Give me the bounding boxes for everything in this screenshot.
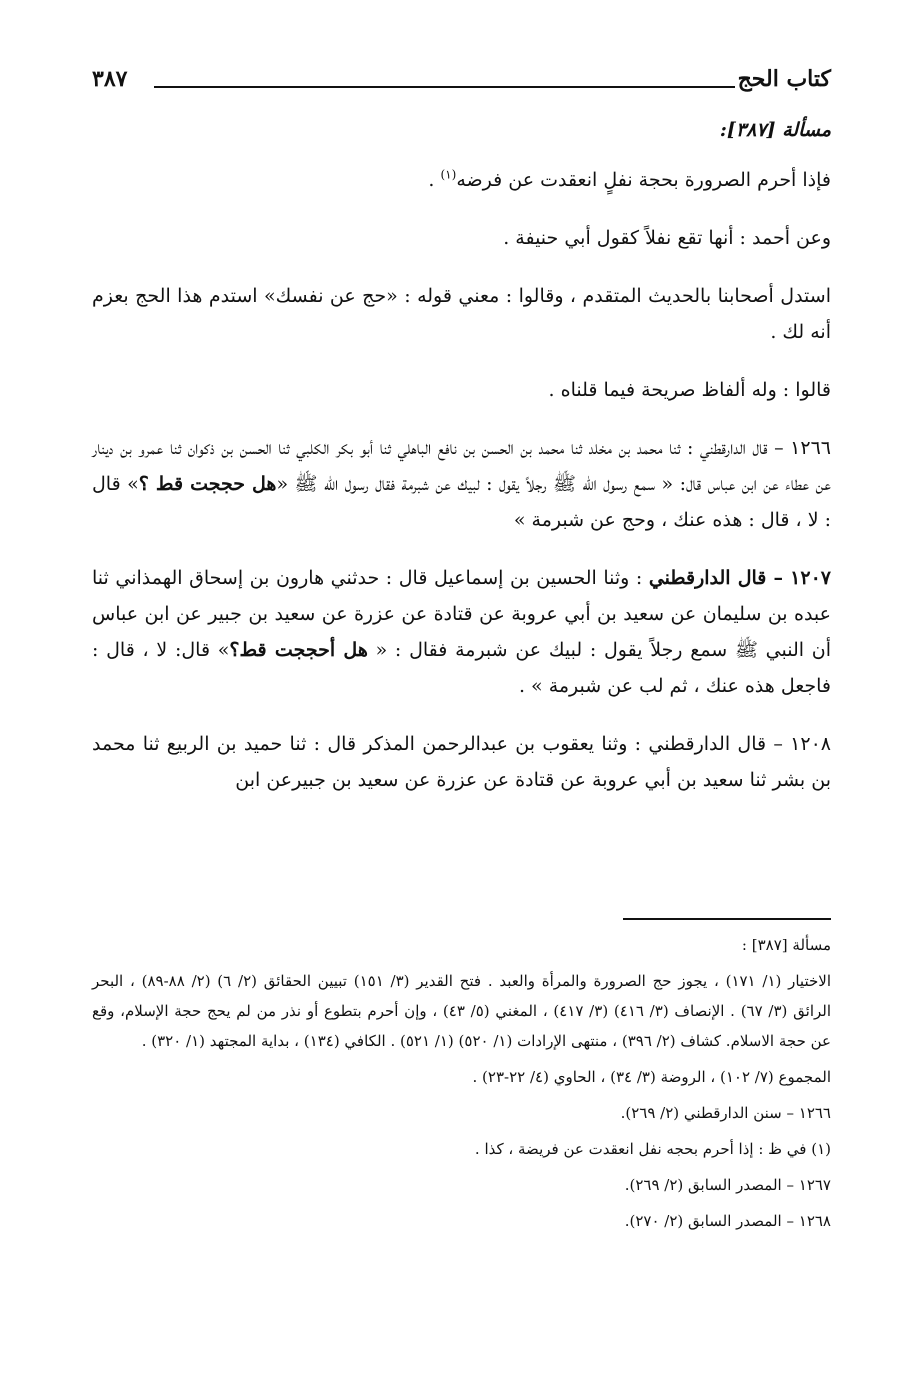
paragraph-1-text: فإذا أحرم الصرورة بحجة نفلٍ انعقدت عن فرضه [456,169,831,191]
hadith-1266-quote: هل حججت قط ؟ [138,473,277,495]
hadith-1207-text: : وثنا الحسين بن إسماعيل قال : حدثني هارون بن إسحاق الهمذاني ثنا عبده بن سليمان عن سعيد بن أبي عروبة عن قتادة عن عزرة عن سعيد بن جبير عن ابن عباس أن النبي ﷺ سمع رجلاً يقول : لبيك عن شبرمة فقال : « [92,567,831,661]
paragraph-2: وعن أحمد : أنها تقع نفلاً كقول أبي حنيفة . [503,227,831,249]
footnote-rule [623,918,831,920]
hadith-1266-text: ١٢٦٦ – قال الدارقطني : ثنا محمد بن مخلد ثنا محمد بن الحسن بن نافع الباهلي ثنا أبو بكر الكلبي ثنا الحسن بن ذكوان ثنا عمرو بن دينار عن عطاء عن ابن عباس قال: « سمع رسول الله ﷺ رجلاً يقول : لبيك عن شبرمة فقال رسول الله ﷺ « [92,437,832,495]
running-header [92,62,831,102]
footnote-references-2: المجموع (٧/ ١٠٢) ، الروضة (٣/ ٣٤) ، الحاوي (٤/ ٢٢-٢٣) . [472,1068,831,1086]
paragraph-1 [92,162,831,198]
hadith-1207-quote: هل أحججت قط؟ [229,639,368,661]
paragraph-3: استدل أصحابنا بالحديث المتقدم ، وقالوا : معني قوله : «حج عن نفسك» استدم هذا الحج بعزم أنه لك . [92,285,831,343]
hadith-1266 [92,430,831,538]
page-number: ٣٨٧ [92,66,128,92]
hadith-1207 [92,560,831,704]
header-rule [154,86,735,88]
hadith-1207-heading: ١٢٠٧ – قال الدارقطني [648,567,831,589]
hadith-1207-end: » قال: لا ، قال : فاجعل هذه عنك ، ثم لب عن شبرمة » . [92,639,831,697]
footnote-1266: ١٢٦٦ – سنن الدارقطني (٢/ ٢٦٩). [620,1104,831,1122]
footnote-1: (١) في ظ : إذا أحرم بحجه نفل انعقدت عن فريضة ، كذا . [474,1140,831,1158]
footnote-1267: ١٢٦٧ – المصدر السابق (٢/ ٢٦٩). [624,1176,831,1194]
main-text [92,112,831,820]
footnote-ref-1: (١) [440,167,457,182]
hadith-1266-end: » قال : لا ، قال : هذه عنك ، وحج عن شبرمة » [92,473,831,531]
issue-title: مسألة [٣٨٧]: [719,119,831,141]
footnote-issue-label: مسألة [٣٨٧] : [741,936,831,954]
book-title: كتاب الحج [737,66,831,92]
paragraph-4: قالوا : وله ألفاظ صريحة فيما قلناه . [548,379,831,401]
paragraph-1-end: . [428,169,441,191]
footnotes [92,930,831,1242]
hadith-1208: ١٢٠٨ – قال الدارقطني : وثنا يعقوب بن عبدالرحمن المذكر قال : ثنا حميد بن الربيع ثنا محمد بن بشر ثنا سعيد بن أبي عروبة عن قتادة عن عزرة عن سعيد بن جبيرعن ابن [92,733,831,791]
footnote-1268: ١٢٦٨ – المصدر السابق (٢/ ٢٧٠). [624,1212,831,1230]
footnote-references-1: الاختيار (١/ ١٧١) ، يجوز حج الصرورة والمرأة والعبد . فتح القدير (٣/ ١٥١) تبيين الحقائق (٢/ ٦) (٢/ ٨٨-٨٩) ، البحر الرائق (٣/ ٦٧) . الإنصاف (٣/ ٤١٦) (٣/ ٤١٧) ، المغني (٥/ ٤٣) ، وإن أحرم بتطوع أو نذر من لم يحج حجة الإسلام، وقع عن حجة الاسلام. كشاف (٢/ ٣٩٦) ، منتهى الإرادات (١/ ٥٢٠) (١/ ٥٢١) . الكافي (١٣٤) ، بداية المجتهد (١/ ٣٢٠) . [92,972,832,1050]
